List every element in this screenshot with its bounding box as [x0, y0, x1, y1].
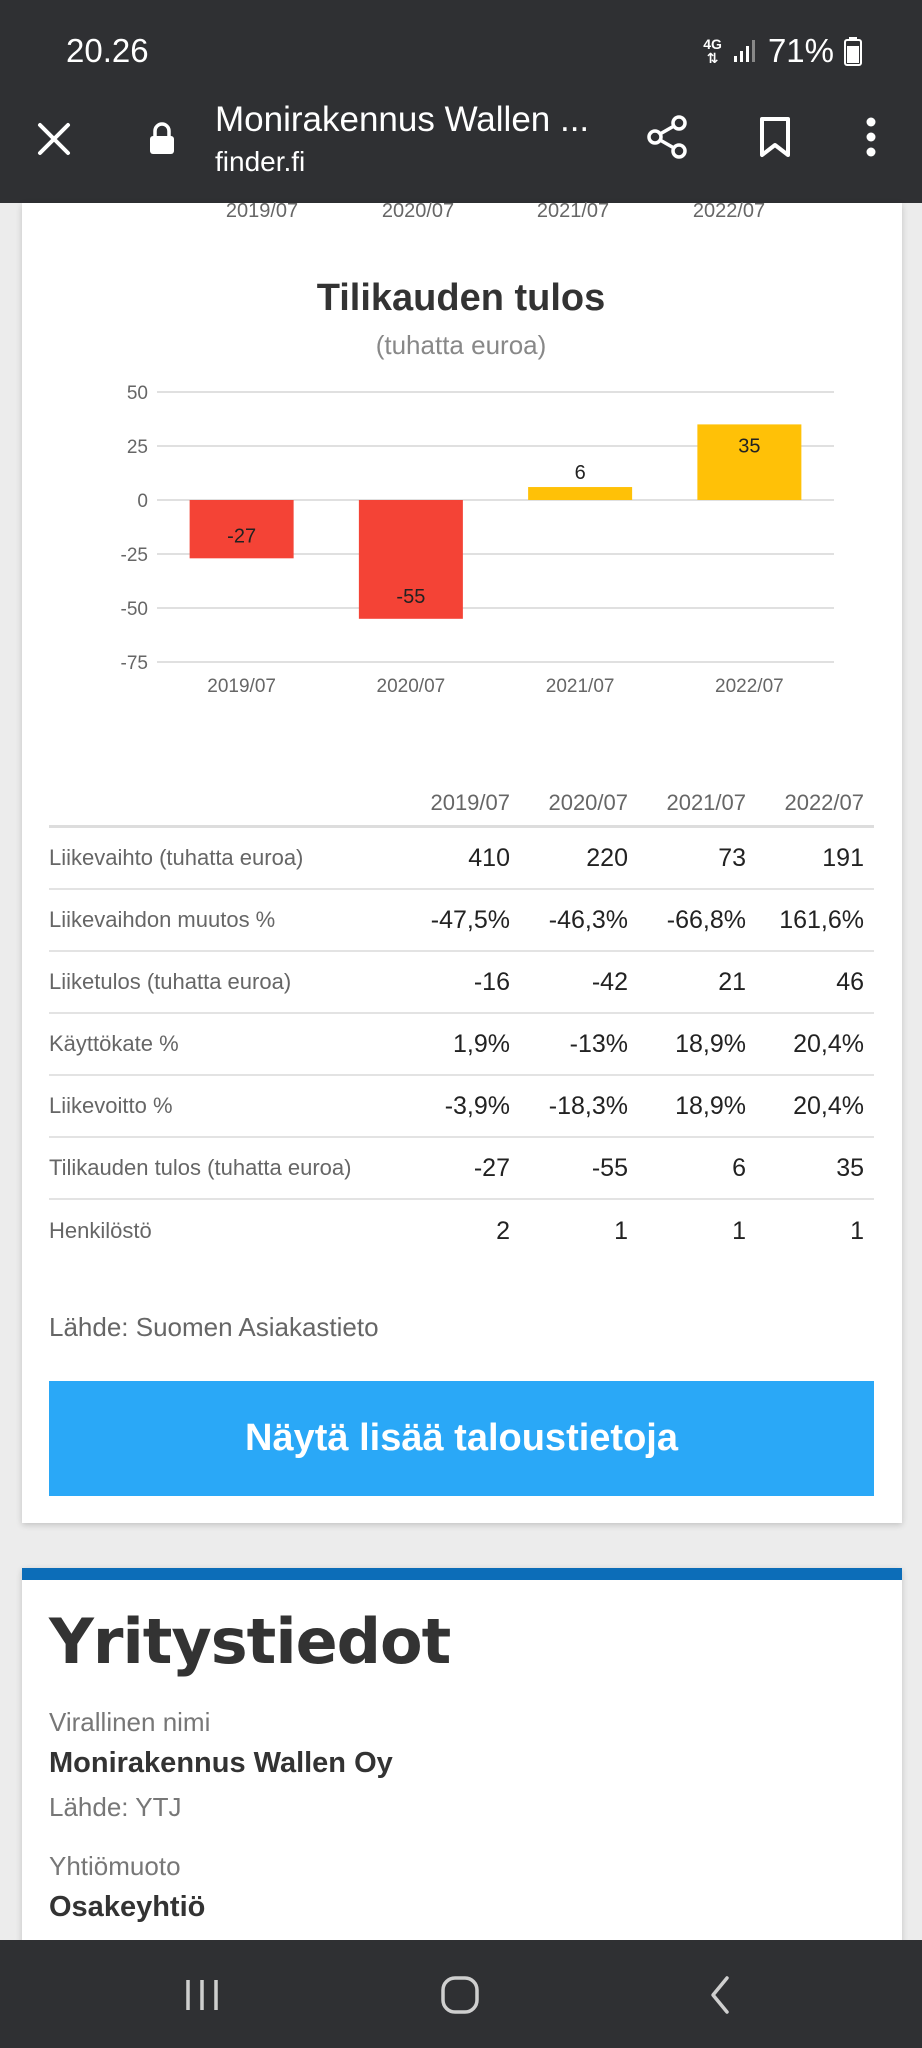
table-cell: -66,8% [666, 905, 746, 934]
table-cell: 161,6% [779, 905, 864, 934]
table-cell: -16 [473, 967, 510, 996]
table-row [49, 828, 874, 890]
previous-tick-label: 2020/07 [381, 200, 455, 222]
source-text: Lähde: Suomen Asiakastieto [49, 1312, 379, 1342]
financial-table [49, 780, 874, 1262]
row-label: Henkilöstö [49, 1218, 152, 1243]
official-name-source: Lähde: YTJ [49, 1792, 182, 1822]
table-cell: 46 [836, 967, 864, 996]
row-label: Liikevaihto (tuhatta euroa) [49, 845, 304, 870]
battery-icon [844, 36, 862, 66]
table-cell: 35 [836, 1153, 864, 1182]
table-row [49, 1076, 874, 1138]
bar-value-label: -55 [396, 585, 426, 608]
y-tick-label: 0 [137, 491, 148, 512]
signal-icon [732, 38, 758, 64]
column-header: 2022/07 [784, 789, 864, 815]
table-cell: 1 [850, 1216, 864, 1245]
table-cell: -13% [569, 1029, 628, 1058]
table-cell: -18,3% [548, 1091, 628, 1120]
network-type-icon [703, 37, 722, 65]
previous-tick-label: 2022/07 [692, 200, 766, 222]
page-domain[interactable]: finder.fi [215, 146, 306, 177]
table-cell: 18,9% [675, 1029, 746, 1058]
chart-subtitle: (tuhatta euroa) [375, 330, 547, 360]
column-header: 2021/07 [666, 789, 746, 815]
table-cell: 20,4% [793, 1029, 864, 1058]
x-tick-label: 2020/07 [376, 676, 446, 697]
recent-apps-icon[interactable] [162, 1965, 242, 2025]
previous-tick-label: 2019/07 [225, 200, 299, 222]
status-icons [703, 32, 862, 70]
data-arrows-icon: ⇅ [706, 50, 719, 66]
y-tick-label: -25 [120, 545, 148, 566]
table-cell: 1 [614, 1216, 628, 1245]
table-cell: 20,4% [793, 1091, 864, 1120]
table-cell: 2 [496, 1216, 510, 1245]
column-header: 2020/07 [548, 789, 628, 815]
y-tick-label: 50 [126, 383, 148, 404]
table-cell: -55 [591, 1153, 628, 1182]
official-name-value: Monirakennus Wallen Oy [49, 1747, 393, 1779]
close-icon[interactable] [30, 115, 78, 163]
more-options-icon[interactable] [858, 112, 884, 162]
table-cell: -46,3% [548, 905, 628, 934]
chart-bar [528, 487, 632, 500]
row-label: Käyttökate % [49, 1031, 179, 1056]
network-type-label: 4G [703, 36, 722, 52]
table-cell: 21 [718, 967, 746, 996]
x-tick-label: 2022/07 [715, 676, 784, 697]
x-tick-label: 2019/07 [207, 676, 276, 697]
show-more-financials-button[interactable]: Näytä lisää taloustietoja [49, 1381, 874, 1496]
table-cell: -27 [473, 1153, 510, 1182]
battery-percent: 71% [767, 32, 834, 69]
table-cell: 18,9% [675, 1091, 746, 1120]
company-form-label: Yhtiömuoto [49, 1851, 181, 1881]
bar-value-label: 6 [574, 462, 586, 485]
table-header [49, 780, 874, 828]
table-cell: 1 [732, 1216, 746, 1245]
column-header: 2019/07 [430, 789, 510, 815]
table-cell: 6 [732, 1153, 746, 1182]
table-cell: 73 [718, 843, 746, 872]
table-cell: -47,5% [430, 905, 510, 934]
table-cell: 191 [822, 843, 864, 872]
table-row [49, 1200, 874, 1262]
x-tick-label: 2021/07 [545, 676, 615, 697]
y-tick-label: -75 [120, 653, 148, 674]
status-bar [0, 0, 922, 100]
table-row [49, 1138, 874, 1200]
company-form-value: Osakeyhtiö [49, 1891, 206, 1923]
table-cell: 410 [468, 843, 510, 872]
previous-tick-label: 2021/07 [536, 200, 610, 222]
y-tick-label: 25 [126, 437, 148, 458]
bar-value-label: 35 [738, 435, 761, 458]
table-body [49, 828, 874, 1262]
table-cell: 220 [586, 843, 628, 872]
y-tick-label: -50 [120, 599, 148, 620]
table-row [49, 890, 874, 952]
company-info-title: Yritystiedot [49, 1605, 451, 1678]
table-row [49, 1014, 874, 1076]
home-icon[interactable] [420, 1965, 500, 2025]
row-label: Liiketulos (tuhatta euroa) [49, 969, 292, 994]
status-time: 20.26 [66, 32, 149, 69]
table-cell: -42 [591, 967, 628, 996]
lock-icon[interactable] [142, 118, 182, 160]
row-label: Liikevoitto % [49, 1093, 173, 1118]
page-title[interactable]: Monirakennus Wallen ... [215, 100, 590, 139]
bar-value-label: -27 [227, 525, 257, 548]
table-row [49, 952, 874, 1014]
table-cell: 1,9% [453, 1029, 510, 1058]
previous-chart-ticks [0, 200, 922, 226]
bookmark-icon[interactable] [750, 112, 800, 162]
table-cell: -3,9% [444, 1091, 510, 1120]
official-name-label: Virallinen nimi [49, 1707, 211, 1737]
share-icon[interactable] [642, 112, 692, 162]
row-label: Liikevaihdon muutos % [49, 907, 276, 932]
back-icon[interactable] [680, 1965, 760, 2025]
chart-title: Tilikauden tulos [316, 277, 606, 319]
result-bar-chart [0, 370, 922, 710]
row-label: Tilikauden tulos (tuhatta euroa) [49, 1155, 352, 1180]
